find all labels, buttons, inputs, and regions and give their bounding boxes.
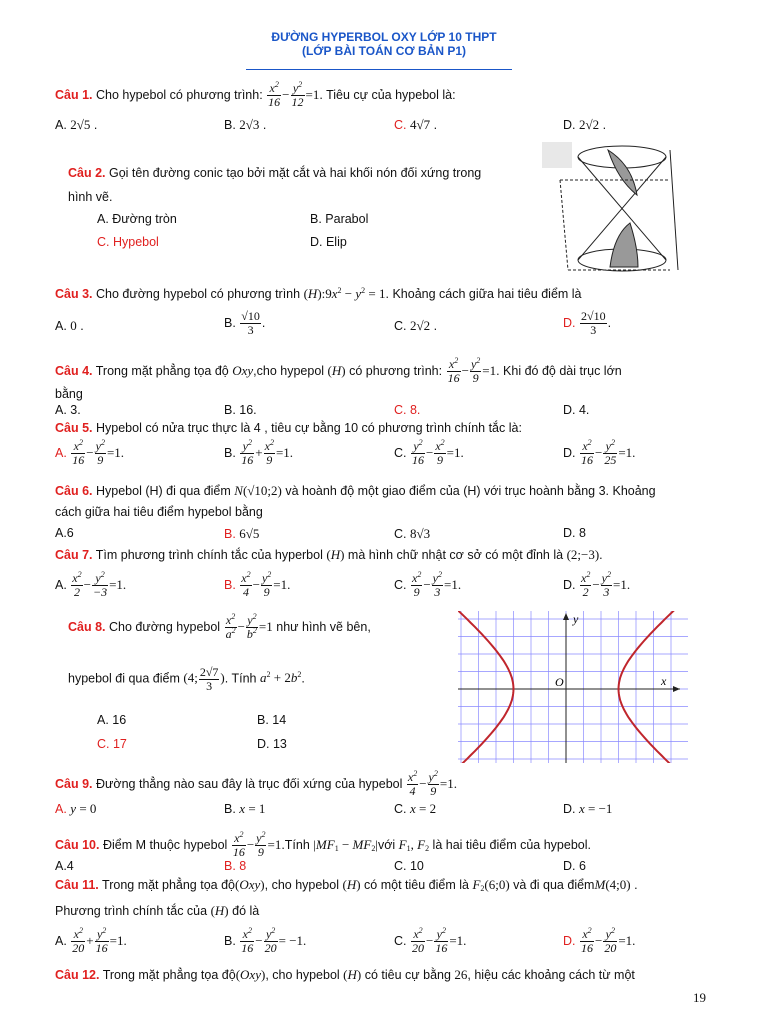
q4-option-c[interactable]: C. 8.	[394, 403, 421, 417]
question-2: Câu 2. Gọi tên đường conic tạo bởi mặt cắt và hai khối nón đối xứng trong	[68, 166, 482, 180]
q6-option-d[interactable]: D. 8	[563, 526, 586, 540]
double-cone-figure	[540, 140, 680, 280]
q3-option-c[interactable]: C. 2√2 .	[394, 318, 438, 333]
q9-option-a[interactable]: A. y = 0	[55, 801, 97, 816]
q2-option-d[interactable]: D. Elip	[310, 235, 347, 249]
question-8-line2: hypebol đi qua điểm (4; $\frac{2√7}{3}$ ). Tính $a^2 + 2b^2$.	[68, 665, 305, 693]
question-11: Câu 11. Trong mặt phẳng tọa độ(Oxy), cho hypebol (H) có một tiêu điểm là $F_2(6;0)$ và đi qua điểmM(4;0) .	[55, 877, 638, 893]
q7-option-c[interactable]: C. $\frac{x^2}{9}$ − $\frac{y^2}{3}$ =1.	[394, 570, 462, 599]
question-8: Câu 8. Cho đường hypebol $\frac{x^2}{a^2}$ − $\frac{y^2}{b^2}$ =1 như hình vẽ bên,	[68, 612, 371, 641]
question-4: Câu 4. Trong mặt phẳng tọa độ Oxy,cho hypepol (H) có phương trình: $\frac{x^2}{16}$ − $\frac{y^2}{9}$ =1. Khi đó độ dài trục lớn	[55, 356, 622, 385]
question-6: Câu 6. Hypebol (H) đi qua điểm N(√10;2) và hoành độ một giao điểm của (H) với trục hoành bằng 3. Khoảng	[55, 483, 656, 498]
q6-option-c[interactable]: C. 8√3	[394, 526, 431, 541]
q8-option-a[interactable]: A. 16	[97, 713, 127, 727]
q2-option-a[interactable]: A. Đường tròn	[97, 212, 177, 226]
y-axis-label: y	[573, 612, 579, 626]
q11-option-a[interactable]: A. $\frac{x^2}{20}$ + $\frac{y^2}{16}$ =1.	[55, 926, 127, 955]
q9-option-c[interactable]: C. x = 2	[394, 801, 437, 816]
q1-option-d[interactable]: D. 2√2 .	[563, 117, 607, 132]
q2-option-b[interactable]: B. Parabol	[310, 212, 369, 226]
q10-option-b[interactable]: B. 8	[224, 859, 247, 873]
q8-option-c[interactable]: C. 17	[97, 737, 127, 751]
q3-option-d[interactable]: D. $\frac{2√10}{3}$ .	[563, 309, 612, 337]
q1-option-a[interactable]: A. 2√5 .	[55, 117, 98, 132]
question-10: Câu 10. Điểm M thuộc hypebol $\frac{x^2}{16}$ − $\frac{y^2}{9}$ =1.Tính $|MF_1$ − $MF_2|với$ $F_1$, $F_2$ là hai tiêu điểm của hypebol.	[55, 830, 591, 859]
y-axis-arrow	[563, 613, 569, 620]
q7-option-b[interactable]: B. $\frac{x^2}{4}$ − $\frac{y^2}{9}$ =1.	[224, 570, 291, 599]
document-subtitle: (LỚP BÀI TOÁN CƠ BẢN P1)	[301, 44, 467, 58]
q9-option-d[interactable]: D. x = −1	[563, 801, 613, 816]
hyperbola-left-branch	[458, 611, 514, 763]
q11-option-c[interactable]: C. $\frac{x^2}{20}$ − $\frac{y^2}{16}$ =1.	[394, 926, 467, 955]
q10-option-a[interactable]: A.4	[55, 859, 74, 873]
question-3: Câu 3. Cho đường hypebol có phương trình $(H):9x^2 - y^2 = 1$. Khoảng cách giữa hai tiêu điểm là	[55, 286, 582, 301]
q3-option-b[interactable]: B. $\frac{√10}{3}$ .	[224, 309, 266, 337]
q1-option-c[interactable]: C. 4√7 .	[394, 117, 438, 132]
q7-option-d[interactable]: D. $\frac{x^2}{2}$ − $\frac{y^2}{3}$ =1.	[563, 570, 631, 599]
question-1: Câu 1. Cho hypebol có phương trình: $\frac{x^2}{16}$ − $\frac{y^2}{12}$ =1. Tiêu cự của hypebol là:	[55, 80, 456, 109]
q2-option-c[interactable]: C. Hypebol	[97, 235, 159, 249]
question-7: Câu 7. Tìm phương trình chính tắc của hyperbol (H) mà hình chữ nhật cơ sở có một đỉnh là (2;−3).	[55, 547, 603, 562]
q10-option-c[interactable]: C. 10	[394, 859, 424, 873]
q7-option-a[interactable]: A. $\frac{x^2}{2}$ − $\frac{y^2}{-3}$ =1.	[55, 570, 127, 599]
q8-option-d[interactable]: D. 13	[257, 737, 287, 751]
q1-option-b[interactable]: B. 2√3 .	[224, 117, 267, 132]
question-2-line2: hình vẽ.	[68, 190, 113, 204]
q5-option-a[interactable]: A. $\frac{x^2}{16}$ − $\frac{y^2}{9}$ =1.	[55, 438, 125, 467]
page-number: 19	[693, 990, 706, 1005]
origin-label: O	[555, 675, 564, 689]
q4-option-a[interactable]: A. 3.	[55, 403, 81, 417]
question-12: Câu 12. Trong mặt phẳng tọa độ(Oxy), cho hypebol (H) có tiêu cự bằng 26, hiệu các khoảng cách từ một	[55, 967, 635, 982]
question-6-line2: cách giữa hai tiêu điểm hypebol bằng	[55, 505, 263, 519]
question-9: Câu 9. Đường thẳng nào sau đây là trục đối xứng của hypebol $\frac{x^2}{4}$ − $\frac{y^2}{9}$ =1.	[55, 769, 457, 798]
q6-option-b[interactable]: B. 6√5	[224, 526, 260, 541]
q11-option-d[interactable]: D. $\frac{x^2}{16}$ − $\frac{y^2}{20}$ =1.	[563, 926, 636, 955]
q9-option-b[interactable]: B. x = 1	[224, 801, 266, 816]
q8-option-b[interactable]: B. 14	[257, 713, 287, 727]
q6-option-a[interactable]: A.6	[55, 526, 74, 540]
question-11-line2: Phương trình chính tắc của (H) đó là	[55, 903, 260, 918]
question-4-line2: bằng	[55, 387, 83, 401]
graph-grid	[458, 611, 688, 763]
q4-option-d[interactable]: D. 4.	[563, 403, 590, 417]
q5-option-b[interactable]: B. $\frac{y^2}{16}$ + $\frac{x^2}{9}$ =1.	[224, 438, 294, 467]
document-title: ĐƯỜNG HYPERBOL OXY LỚP 10 THPT	[271, 30, 497, 44]
x-axis-label: x	[661, 674, 667, 688]
q11-option-b[interactable]: B. $\frac{x^2}{16}$ − $\frac{y^2}{20}$ = −1.	[224, 926, 307, 955]
q10-option-d[interactable]: D. 6	[563, 859, 586, 873]
question-5: Câu 5. Hypebol có nửa trục thực là 4 , tiêu cự bằng 10 có phương trình chính tắc là:	[55, 421, 522, 435]
q4-option-b[interactable]: B. 16.	[224, 403, 257, 417]
hyperbola-graph	[458, 611, 688, 763]
q5-option-d[interactable]: D. $\frac{x^2}{16}$ − $\frac{y^2}{25}$ =1.	[563, 438, 636, 467]
title-underline	[246, 69, 512, 70]
q5-option-c[interactable]: C. $\frac{y^2}{16}$ − $\frac{x^2}{9}$ =1.	[394, 438, 464, 467]
x-axis-arrow	[673, 686, 680, 692]
q3-option-a[interactable]: A. 0 .	[55, 318, 84, 333]
